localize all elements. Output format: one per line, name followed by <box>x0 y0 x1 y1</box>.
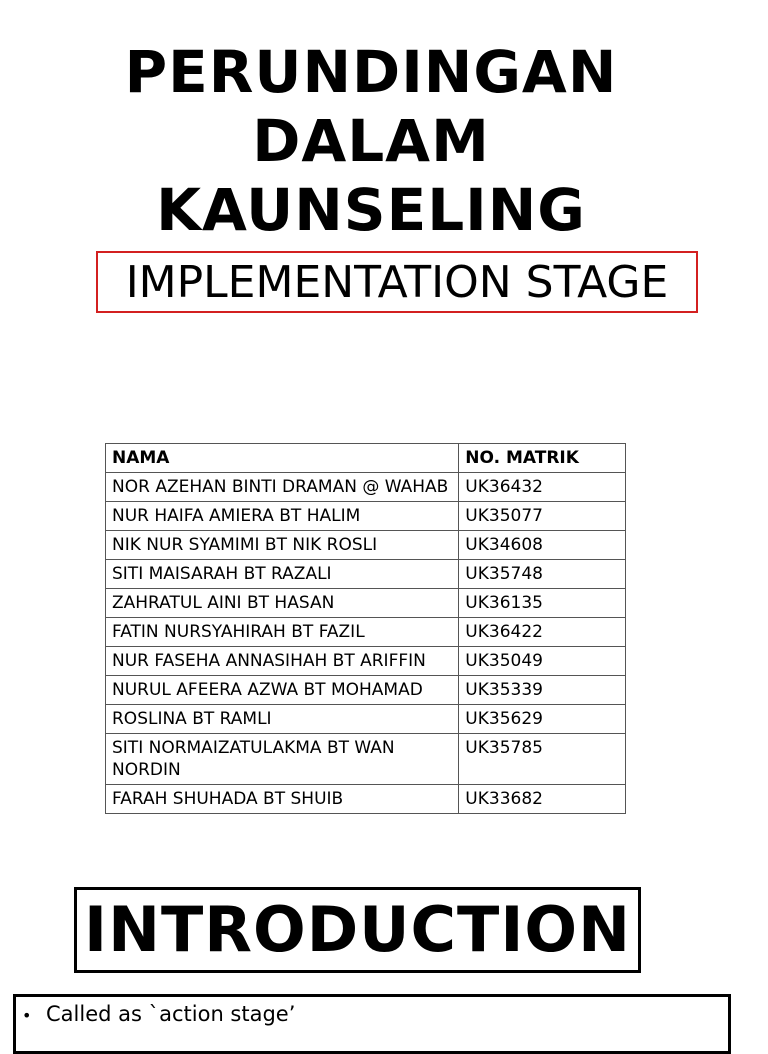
bullet-text: Called as `action stage’ <box>46 1002 296 1026</box>
cell-nama: NURUL AFEERA AZWA BT MOHAMAD <box>106 676 459 705</box>
cell-nama: FARAH SHUHADA BT SHUIB <box>106 785 459 814</box>
cell-matrik: UK35049 <box>459 647 626 676</box>
bullet-list-box <box>13 994 731 1054</box>
table-row <box>106 560 626 589</box>
cell-matrik: UK35748 <box>459 560 626 589</box>
table-row <box>106 734 626 785</box>
cell-matrik: UK35077 <box>459 502 626 531</box>
cell-nama: ROSLINA BT RAMLI <box>106 705 459 734</box>
cell-nama: SITI NORMAIZATULAKMA BT WAN NORDIN <box>106 734 459 785</box>
cell-matrik: UK36432 <box>459 473 626 502</box>
cell-matrik: UK36135 <box>459 589 626 618</box>
table-row <box>106 705 626 734</box>
title-line-3: KAUNSELING <box>156 176 586 244</box>
title-line-1: PERUNDINGAN <box>124 38 618 106</box>
cell-nama: ZAHRATUL AINI BT HASAN <box>106 589 459 618</box>
header-no-matrik: NO. MATRIK <box>459 444 626 473</box>
bullet-icon: • <box>22 1006 32 1025</box>
table-row <box>106 502 626 531</box>
cell-matrik: UK33682 <box>459 785 626 814</box>
header-nama: NAMA <box>106 444 459 473</box>
section-heading-box <box>74 887 641 973</box>
cell-matrik: UK35629 <box>459 705 626 734</box>
bullet-item <box>22 997 728 1033</box>
slide-title <box>0 38 742 245</box>
members-table <box>105 443 626 814</box>
cell-nama: SITI MAISARAH BT RAZALI <box>106 560 459 589</box>
cell-nama: NOR AZEHAN BINTI DRAMAN @ WAHAB <box>106 473 459 502</box>
cell-matrik: UK35785 <box>459 734 626 785</box>
cell-matrik: UK35339 <box>459 676 626 705</box>
subtitle-box <box>96 251 698 313</box>
cell-nama: NUR HAIFA AMIERA BT HALIM <box>106 502 459 531</box>
table-row <box>106 473 626 502</box>
cell-nama: NUR FASEHA ANNASIHAH BT ARIFFIN <box>106 647 459 676</box>
title-line-2: DALAM <box>252 107 490 175</box>
cell-nama: NIK NUR SYAMIMI BT NIK ROSLI <box>106 531 459 560</box>
table-row <box>106 618 626 647</box>
cell-nama: FATIN NURSYAHIRAH BT FAZIL <box>106 618 459 647</box>
table-row <box>106 676 626 705</box>
section-heading: INTRODUCTION <box>84 893 631 966</box>
table-header-row <box>106 444 626 473</box>
table-row <box>106 531 626 560</box>
table-row <box>106 589 626 618</box>
cell-matrik: UK34608 <box>459 531 626 560</box>
cell-matrik: UK36422 <box>459 618 626 647</box>
table-row <box>106 785 626 814</box>
subtitle-text: IMPLEMENTATION STAGE <box>125 257 669 308</box>
table-row <box>106 647 626 676</box>
members-table-container <box>105 443 627 866</box>
